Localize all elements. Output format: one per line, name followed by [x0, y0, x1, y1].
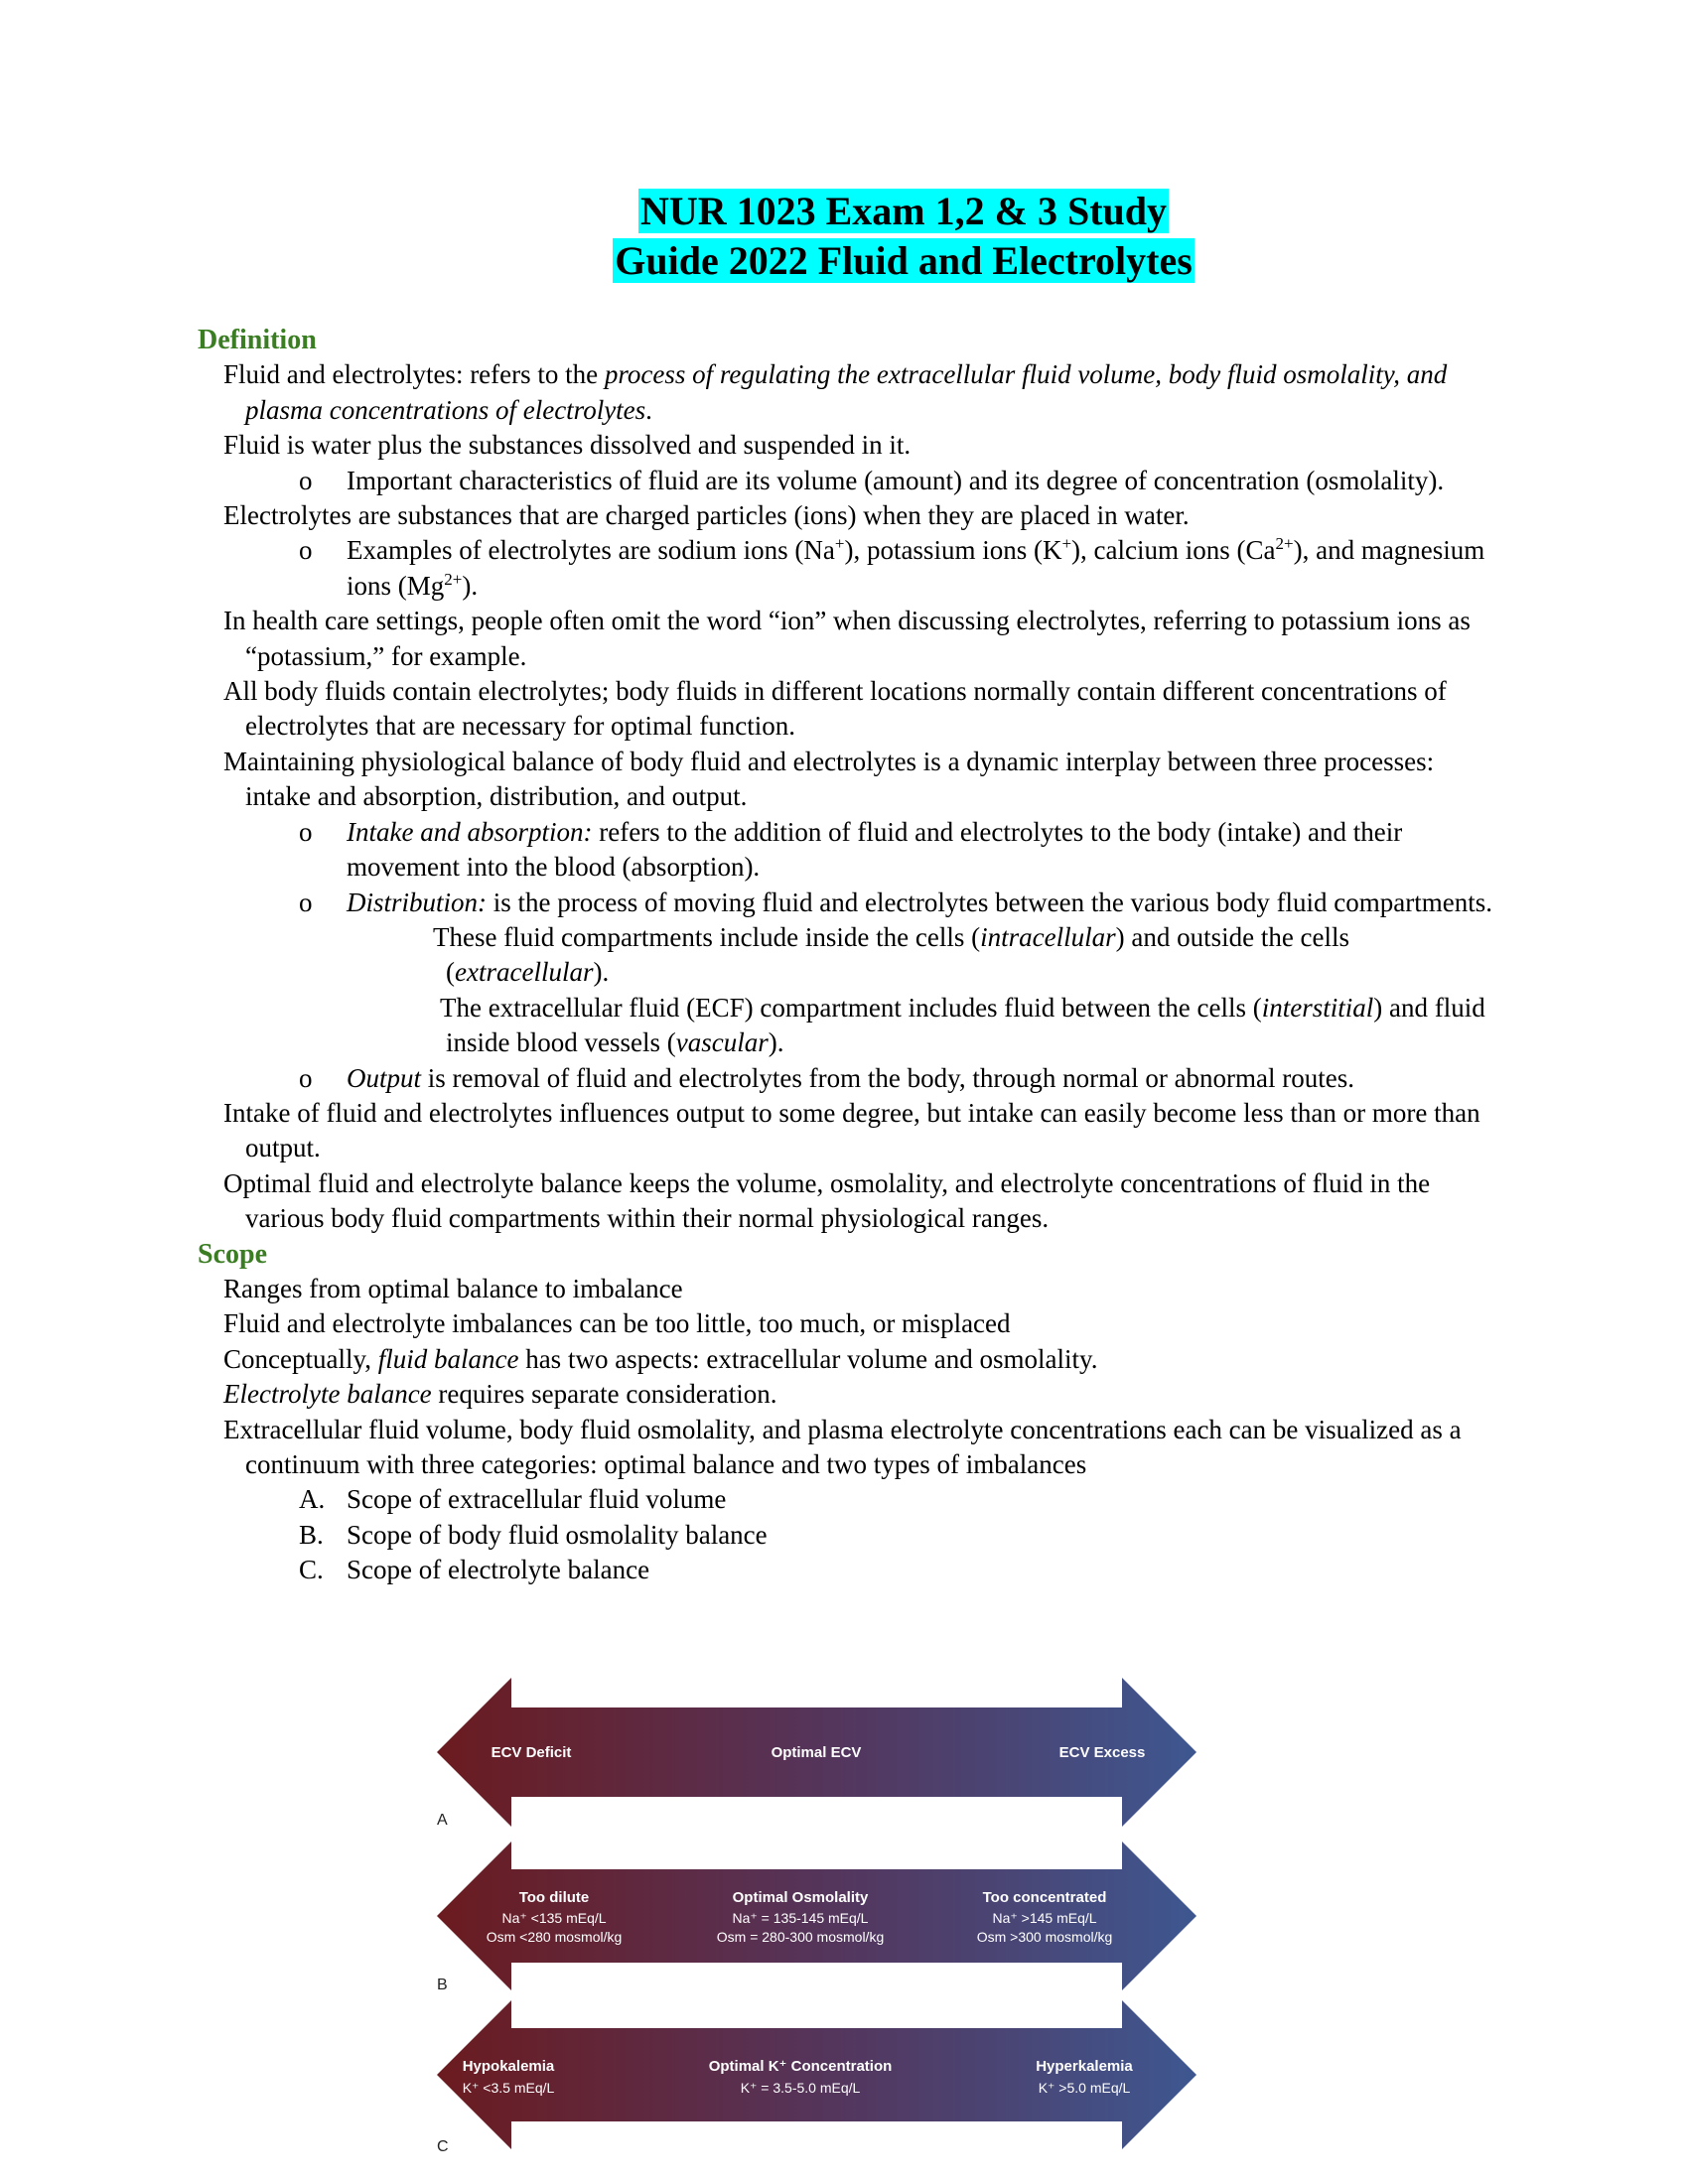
list-item: C. Scope of electrolyte balance	[299, 1555, 650, 1585]
scope-line: Fluid and electrolyte imbalances can be too little, too much, or misplaced	[223, 1308, 1011, 1339]
list-item: o Important characteristics of fluid are its volume (amount) and its degree of concentration (osmolality).	[347, 464, 1498, 498]
optimal-osmolality-sodium: Na⁺ = 135-145 mEq/L	[732, 1910, 869, 1926]
document-title	[0, 187, 1688, 286]
fluid-paragraph: Fluid is water plus the substances dissolved and suspended in it.	[223, 430, 912, 461]
hypokalemia-label: Hypokalemia	[462, 2058, 555, 2075]
bullet-marker: o	[299, 465, 313, 495]
hypokalemia-value: K⁺ <3.5 mEq/L	[462, 2080, 555, 2096]
all-fluids-paragraph: All body fluids contain electrolytes; body fluids in different locations normally contain different concentrations of electrolytes that are necessary for optimal function.	[223, 676, 1447, 742]
optimal-osmolality-osm: Osm = 280-300 mosmol/kg	[716, 1929, 885, 1945]
list-item: o Examples of electrolytes are sodium ions (Na+), potassium ions (K+), calcium ions $(Ca^{2+})$, and magnesium ions $(Mg^{2+})$.	[299, 534, 1485, 601]
too-concentrated-label: Too concentrated	[982, 1889, 1107, 1906]
hyperkalemia-label: Hyperkalemia	[1036, 2058, 1133, 2075]
optimal-potassium-label: Optimal K⁺ Concentration	[708, 2058, 893, 2075]
potassium-continuum-arrow	[437, 2000, 1196, 2149]
balance-continuum-diagram	[437, 1678, 1201, 2154]
definition-paragraph: Fluid and electrolytes: refers to the process of regulating the extracellular fluid volume, body fluid osmolality, and plasma concentrations of electrolytes.	[223, 359, 1448, 425]
sub-list-item: The extracellular fluid (ECF) compartment includes fluid between the cells (interstitial) and fluid inside blood vessels (vascular).	[440, 992, 1485, 1058]
ecv-excess-label: ECV Excess	[1058, 1744, 1146, 1761]
title-line-1: NUR 1023 Exam 1,2 & 3 Study	[639, 189, 1168, 233]
optimal-osmolality-label: Optimal Osmolality	[732, 1889, 869, 1906]
list-item: o Intake and absorption: refers to the addition of fluid and electrolytes to the body (intake) and their movement into the blood (absorption).	[299, 816, 1403, 883]
too-dilute-sodium: Na⁺ <135 mEq/L	[501, 1910, 607, 1926]
list-item: B. Scope of body fluid osmolality balance	[299, 1519, 768, 1550]
optimal-paragraph: Optimal fluid and electrolyte balance keeps the volume, osmolality, and electrolyte concentrations of fluid in the various body fluid compartments within their normal physiological ranges.	[223, 1167, 1431, 1234]
list-item: A. Scope of extracellular fluid volume	[299, 1484, 727, 1515]
list-item: o Distribution: is the process of moving fluid and electrolytes between the various body fluid compartments.	[347, 886, 1498, 920]
scope-line: Extracellular fluid volume, body fluid osmolality, and plasma electrolyte concentrations each can be visualized as a continuum with three categories: optimal balance and two types of imbalances	[223, 1414, 1462, 1479]
bullet-marker: o	[299, 535, 313, 566]
intake-output-paragraph: Intake of fluid and electrolytes influences output to some degree, but intake can easily become less than or more than output.	[223, 1097, 1480, 1163]
bullet-marker: o	[299, 1062, 313, 1093]
document-body	[198, 323, 1498, 1588]
too-dilute-label: Too dilute	[518, 1889, 590, 1906]
scope-heading: Scope	[198, 1238, 267, 1270]
health-paragraph: In health care settings, people often omit the word “ion” when discussing electrolytes, referring to potassium ions as “potassium,” for example.	[223, 606, 1471, 671]
too-concentrated-sodium: Na⁺ >145 mEq/L	[992, 1910, 1097, 1926]
diagram-letter-b: B	[437, 1977, 448, 1993]
diagram-letter-c: C	[437, 2138, 449, 2154]
scope-line: Ranges from optimal balance to imbalance	[223, 1273, 683, 1303]
too-concentrated-osm: Osm >300 mosmol/kg	[976, 1929, 1113, 1945]
sub-list-item: These fluid compartments include inside the cells (intracellular) and outside the cells (extracellular).	[433, 921, 1350, 988]
maintain-paragraph: Maintaining physiological balance of body fluid and electrolytes is a dynamic interplay between three processes: intake and absorption, distribution, and output.	[223, 746, 1435, 812]
list-item: o Output is removal of fluid and electrolytes from the body, through normal or abnormal routes.	[347, 1061, 1498, 1096]
title-line-2: Guide 2022 Fluid and Electrolytes	[615, 238, 1193, 283]
ecv-deficit-label: ECV Deficit	[491, 1744, 572, 1761]
diagram-letter-a: A	[437, 1812, 448, 1829]
bullet-marker: o	[299, 887, 313, 917]
optimal-potassium-value: K⁺ = 3.5-5.0 mEq/L	[740, 2080, 861, 2096]
too-dilute-osm: Osm <280 mosmol/kg	[486, 1929, 623, 1945]
hyperkalemia-value: K⁺ >5.0 mEq/L	[1038, 2080, 1131, 2096]
scope-line: Electrolyte balance requires separate consideration.	[223, 1379, 777, 1410]
scope-line: Conceptually, fluid balance has two aspects: extracellular volume and osmolality.	[223, 1343, 1098, 1374]
electrolytes-paragraph: Electrolytes are substances that are charged particles (ions) when they are placed in water.	[223, 500, 1190, 531]
bullet-marker: o	[299, 816, 313, 847]
optimal-ecv-label: Optimal ECV	[771, 1744, 862, 1761]
definition-heading: Definition	[198, 325, 317, 355]
